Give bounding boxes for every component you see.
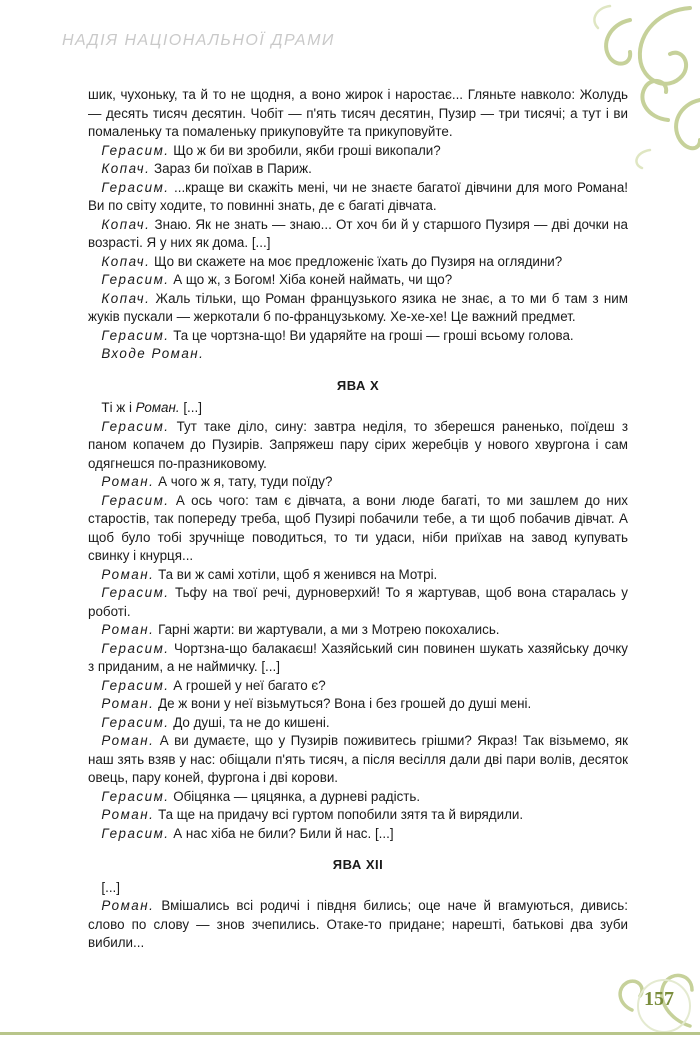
dialogue-line: Герасим. До душі, та не до кишені. xyxy=(101,714,330,730)
dialogue-line: Герасим. Чортзна-що балакаєш! Хазяйський син повинен шукать хазяйську дочку з приданим, а не наймичку. [...] xyxy=(88,640,628,674)
decorative-corner-swirl-icon xyxy=(560,960,700,1032)
dialogue-line: Копач. Що ви скажете на моє предложеніє їхать до Пузиря на оглядини? xyxy=(101,253,563,269)
dialogue-line: Роман. Вмішались всі родичі і півдня бились; оце наче й вгамуються, дивись: слово по слову — знов зчепились. Отаке-то придане; нарешті, батькові два зуби вибили... xyxy=(88,898,628,950)
dialogue-line: Герасим. Обіцянка — цяцянка, а дурневі радість. xyxy=(101,788,421,804)
scene-intro: [...] xyxy=(101,879,120,895)
dialogue-line: Роман. Де ж вони у неї візьмуться? Вона і без грошей до душі мені. xyxy=(101,696,532,711)
speaker-name: Роман. xyxy=(101,807,155,822)
speaker-name: Герасим. xyxy=(101,714,170,730)
speaker-name: Герасим. xyxy=(101,677,170,693)
speaker-name: Герасим. xyxy=(101,272,170,287)
dialogue-line: Роман. А чого ж я, тату, туди поїду? xyxy=(101,474,333,489)
page-body xyxy=(88,86,628,953)
bottom-rule xyxy=(0,1032,700,1035)
speaker-name: Копач. xyxy=(101,253,151,269)
dialogue-line: Герасим. Тьфу на твої речі, дурноверхий! То я жартував, щоб вона старалась у роботі. xyxy=(88,585,628,619)
dialogue-line: Копач. Знаю. Як не знать — знаю... От хоч би й у старшого Пузиря — дві дочки на возрасті. Я у них як дома. [...] xyxy=(88,216,628,250)
dialogue-line: Роман. А ви думаєте, що у Пузирів поживитесь грішми? Якраз! Так візьмемо, як наш зять взяв у нас: обіщали п'ять тисяч, а після весілля дали дві пари волів, десяток овець, пару коней, фургона і дві корови. xyxy=(88,733,628,785)
dialogue-line: Герасим. ...краще ви скажіть мені, чи не знаєте багатої дівчини для мого Романа! Ви по світу ходите, то повинні знать, де є багаті дівчата. xyxy=(88,179,628,213)
page-number: 157 xyxy=(644,988,674,1010)
speaker-name: Копач. xyxy=(101,161,151,176)
dialogue-line: Герасим. Та це чортзна-що! Ви ударяйте на гроші — гроші всьому голова. xyxy=(101,327,574,343)
dialogue-line: Герасим. Тут таке діло, сину: завтра неділя, то зберешся раненько, поїдеш з паном копачем до Пузирів. Запряжеш пару сірих жеребців у нового хвургона і сам одягнешся по-празниковому. xyxy=(88,418,628,471)
speaker-name: Роман. xyxy=(101,622,155,637)
paragraph-continuation: шик, чухоньку, та й то не щодня, а воно жирок і наростає... Гляньте навколо: Жолудь — десять тисяч десятин. Чобіт — п'ять тисяч десятин, Пузир — три тисячі; а тут і ви помаленьку та помаленьку прикуповуйте та прикуповуйте. xyxy=(88,87,628,139)
speaker-name: Роман. xyxy=(101,696,155,711)
dialogue-line: Герасим. А що ж, з Богом! Хіба коней наймать, чи що? xyxy=(101,272,453,287)
scene-title: ЯВА XII xyxy=(332,857,384,872)
dialogue-line: Роман. Та ще на придачу всі гуртом попобили зятя та й вирядили. xyxy=(101,807,524,822)
speaker-name: Герасим. xyxy=(101,418,170,434)
speaker-name: Герасим. xyxy=(101,492,170,508)
dialogue-line: Копач. Жаль тільки, що Роман французького язика не знає, а то ми б там з ним жуків пускали — жеркотали б по-французькому. Хе-хе-хе! Це важний предмет. xyxy=(88,290,628,324)
speaker-name: Герасим. xyxy=(101,327,170,343)
speaker-name: Герасим. xyxy=(101,179,170,195)
dialogue-line: Копач. Зараз би поїхав в Париж. xyxy=(101,161,312,176)
dialogue-line: Герасим. А ось чого: там є дівчата, а вони люде багаті, то ми зашлем до них старостів, так попереду треба, щоб Пузирі побачили тебе, а ти щоб побачив дівчат. А щоб було тобі зручніще поводиться, то ти удаси, ніби приїхав на завод купувать свинку і кнурця... xyxy=(88,492,628,563)
speaker-name: Копач. xyxy=(101,216,151,232)
dialogue-line: Роман. Та ви ж самі хотіли, щоб я женився на Мотрі. xyxy=(101,566,438,582)
speaker-name: Герасим. xyxy=(101,825,170,841)
speaker-name: Герасим. xyxy=(101,788,170,804)
running-header: НАДІЯ НАЦІОНАЛЬНОЇ ДРАМИ xyxy=(62,32,335,49)
speaker-name: Герасим. xyxy=(101,640,170,656)
dialogue-line: Герасим. Що ж би ви зробили, якби гроші викопали? xyxy=(101,142,441,158)
speaker-name: Роман. xyxy=(101,474,155,489)
dialogue-line: Роман. Гарні жарти: ви жартували, а ми з Мотрею покохались. xyxy=(101,622,500,637)
speaker-name: Роман. xyxy=(101,566,155,582)
speaker-name: Роман. xyxy=(101,898,155,913)
scene-title: ЯВА X xyxy=(336,377,380,393)
speaker-name: Роман. xyxy=(101,733,155,748)
speaker-name: Герасим. xyxy=(101,585,170,600)
dialogue-line: Герасим. А грошей у неї багато є? xyxy=(101,677,326,693)
scene-intro: Ті ж і Роман. [...] xyxy=(101,400,202,415)
speaker-name: Герасим. xyxy=(101,142,170,158)
dialogue-line: Герасим. А нас хіба не били? Били й нас. [...] xyxy=(101,825,394,841)
speaker-name: Копач. xyxy=(101,290,151,306)
stage-direction: Входе Роман. xyxy=(101,346,205,361)
